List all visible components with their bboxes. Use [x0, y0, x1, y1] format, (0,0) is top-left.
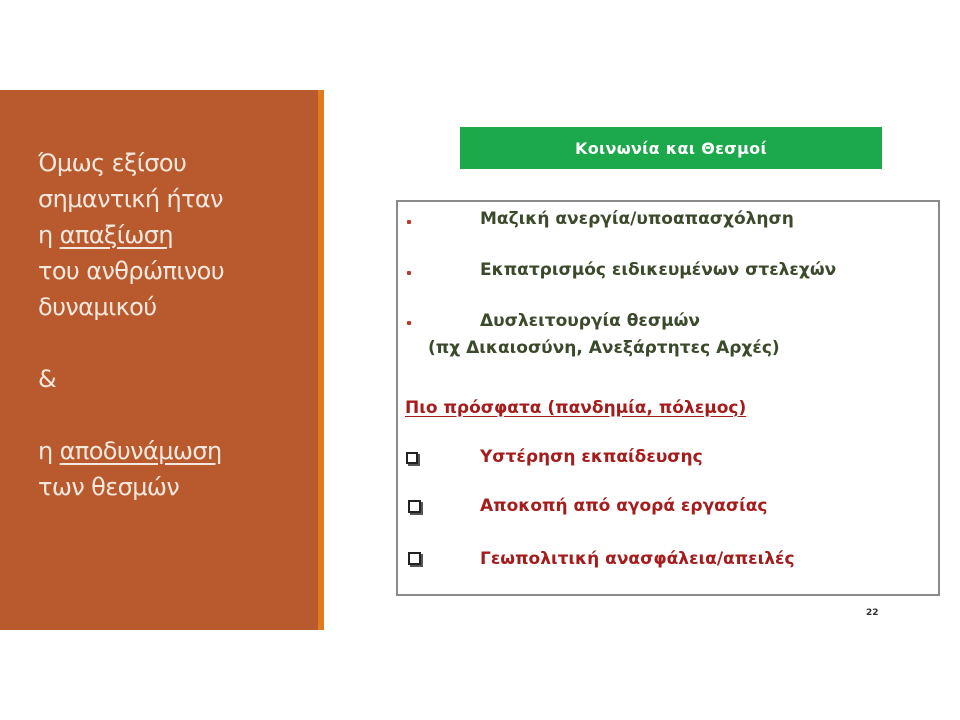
- left-line-2: σημαντική ήταν: [38, 185, 223, 213]
- bullet-dot-icon: [407, 271, 411, 275]
- bullet-dot-icon: [407, 321, 411, 325]
- left-line-4: του ανθρώπινου: [38, 257, 225, 285]
- ampersand: &: [38, 365, 57, 393]
- recent-item-3: Γεωπολιτική ανασφάλεια/απειλές: [480, 549, 795, 569]
- left-gap: [38, 325, 308, 361]
- recent-item-1: Υστέρηση εκπαίδευσης: [480, 447, 703, 467]
- bullet-item-2: Εκπατρισμός ειδικευμένων στελεχών: [480, 260, 837, 280]
- checkbox-square-icon: [406, 452, 418, 464]
- left-line-3-prefix: η: [38, 221, 60, 249]
- page-number: 22: [866, 608, 879, 618]
- section-header: Κοινωνία και Θεσμοί: [460, 127, 882, 169]
- accent-strip: [318, 90, 324, 630]
- left-line-1: Όμως εξίσου: [38, 149, 187, 177]
- recent-item-2: Αποκοπή από αγορά εργασίας: [480, 496, 768, 516]
- checkbox-square-icon: [408, 500, 421, 513]
- left-line-7: [38, 433, 308, 469]
- left-gap: [38, 397, 308, 433]
- underlined-term-apaxiosi: απαξίωση: [59, 221, 173, 249]
- bullet-dot-icon: [407, 220, 411, 224]
- bullet-item-1: Μαζική ανεργία/υποαπασχόληση: [480, 209, 794, 229]
- left-line-8: των θεσμών: [38, 473, 180, 501]
- left-line-3: [38, 217, 308, 253]
- left-panel-text: [38, 145, 308, 505]
- recent-heading: Πιο πρόσφατα (πανδημία, πόλεμος): [405, 398, 747, 418]
- left-line-5: δυναμικού: [38, 293, 157, 321]
- left-line-7-prefix: η: [38, 437, 60, 465]
- bullet-item-3: Δυσλειτουργία θεσμών: [480, 311, 700, 331]
- bullet-item-3-detail: (πχ Δικαιοσύνη, Ανεξάρτητες Αρχές): [428, 338, 780, 358]
- checkbox-square-icon: [408, 552, 421, 565]
- underlined-term-apodynamosi: αποδυνάμωση: [59, 437, 222, 465]
